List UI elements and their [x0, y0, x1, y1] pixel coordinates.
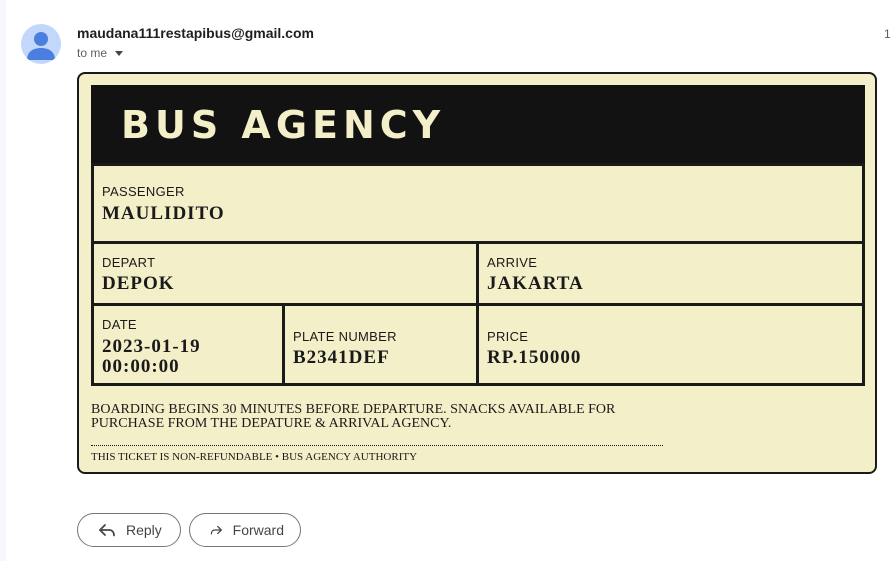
date-label: DATE: [102, 317, 137, 332]
date-cell: [91, 303, 285, 386]
passenger-label: PASSENGER: [102, 184, 185, 199]
price-value: RP.150000: [487, 347, 582, 368]
passenger-value: MAULIDITO: [102, 203, 225, 224]
depart-label: DEPART: [102, 255, 156, 270]
depart-value: DEPOK: [102, 273, 175, 294]
message-time: 1: [884, 27, 891, 41]
price-label: PRICE: [487, 329, 529, 344]
divider: [91, 445, 663, 446]
reply-button[interactable]: [77, 513, 181, 547]
recipient-details-toggle[interactable]: [77, 46, 123, 60]
plate-value: B2341DEF: [293, 347, 390, 368]
forward-button[interactable]: [189, 513, 301, 547]
person-icon: [21, 24, 61, 64]
boarding-note-line2: PURCHASE FROM THE DEPATURE & ARRIVAL AGENCY.: [91, 416, 452, 431]
forward-arrow-icon: [210, 523, 223, 537]
passenger-cell: [91, 163, 865, 244]
plate-label: PLATE NUMBER: [293, 329, 397, 344]
arrive-label: ARRIVE: [487, 255, 538, 270]
boarding-note-line1: BOARDING BEGINS 30 MINUTES BEFORE DEPARTURE. SNACKS AVAILABLE FOR: [91, 402, 616, 417]
reply-label: Reply: [126, 522, 162, 538]
ticket-footer: THIS TICKET IS NON-REFUNDABLE • BUS AGENCY AUTHORITY: [91, 451, 418, 463]
arrive-value: JAKARTA: [487, 273, 584, 294]
ticket-details-grid: [91, 163, 861, 385]
depart-cell: [91, 241, 479, 306]
date-value-time: 00:00:00: [102, 356, 180, 377]
plate-cell: [282, 303, 479, 386]
bus-ticket: [77, 72, 877, 474]
recipient-label: to me: [77, 46, 108, 60]
left-sidebar-strip: [0, 0, 6, 561]
caret-down-icon: [115, 51, 123, 56]
agency-title: BUS AGENCY: [121, 103, 446, 147]
sender-avatar[interactable]: [21, 24, 61, 64]
sender-email: maudana111restapibus@gmail.com: [77, 25, 314, 41]
date-value-date: 2023-01-19: [102, 336, 201, 357]
reply-arrow-icon: [98, 523, 116, 537]
arrive-cell: [476, 241, 865, 306]
price-cell: [476, 303, 865, 386]
ticket-header: [91, 85, 865, 165]
boarding-note: [91, 403, 651, 431]
forward-label: Forward: [232, 522, 284, 538]
